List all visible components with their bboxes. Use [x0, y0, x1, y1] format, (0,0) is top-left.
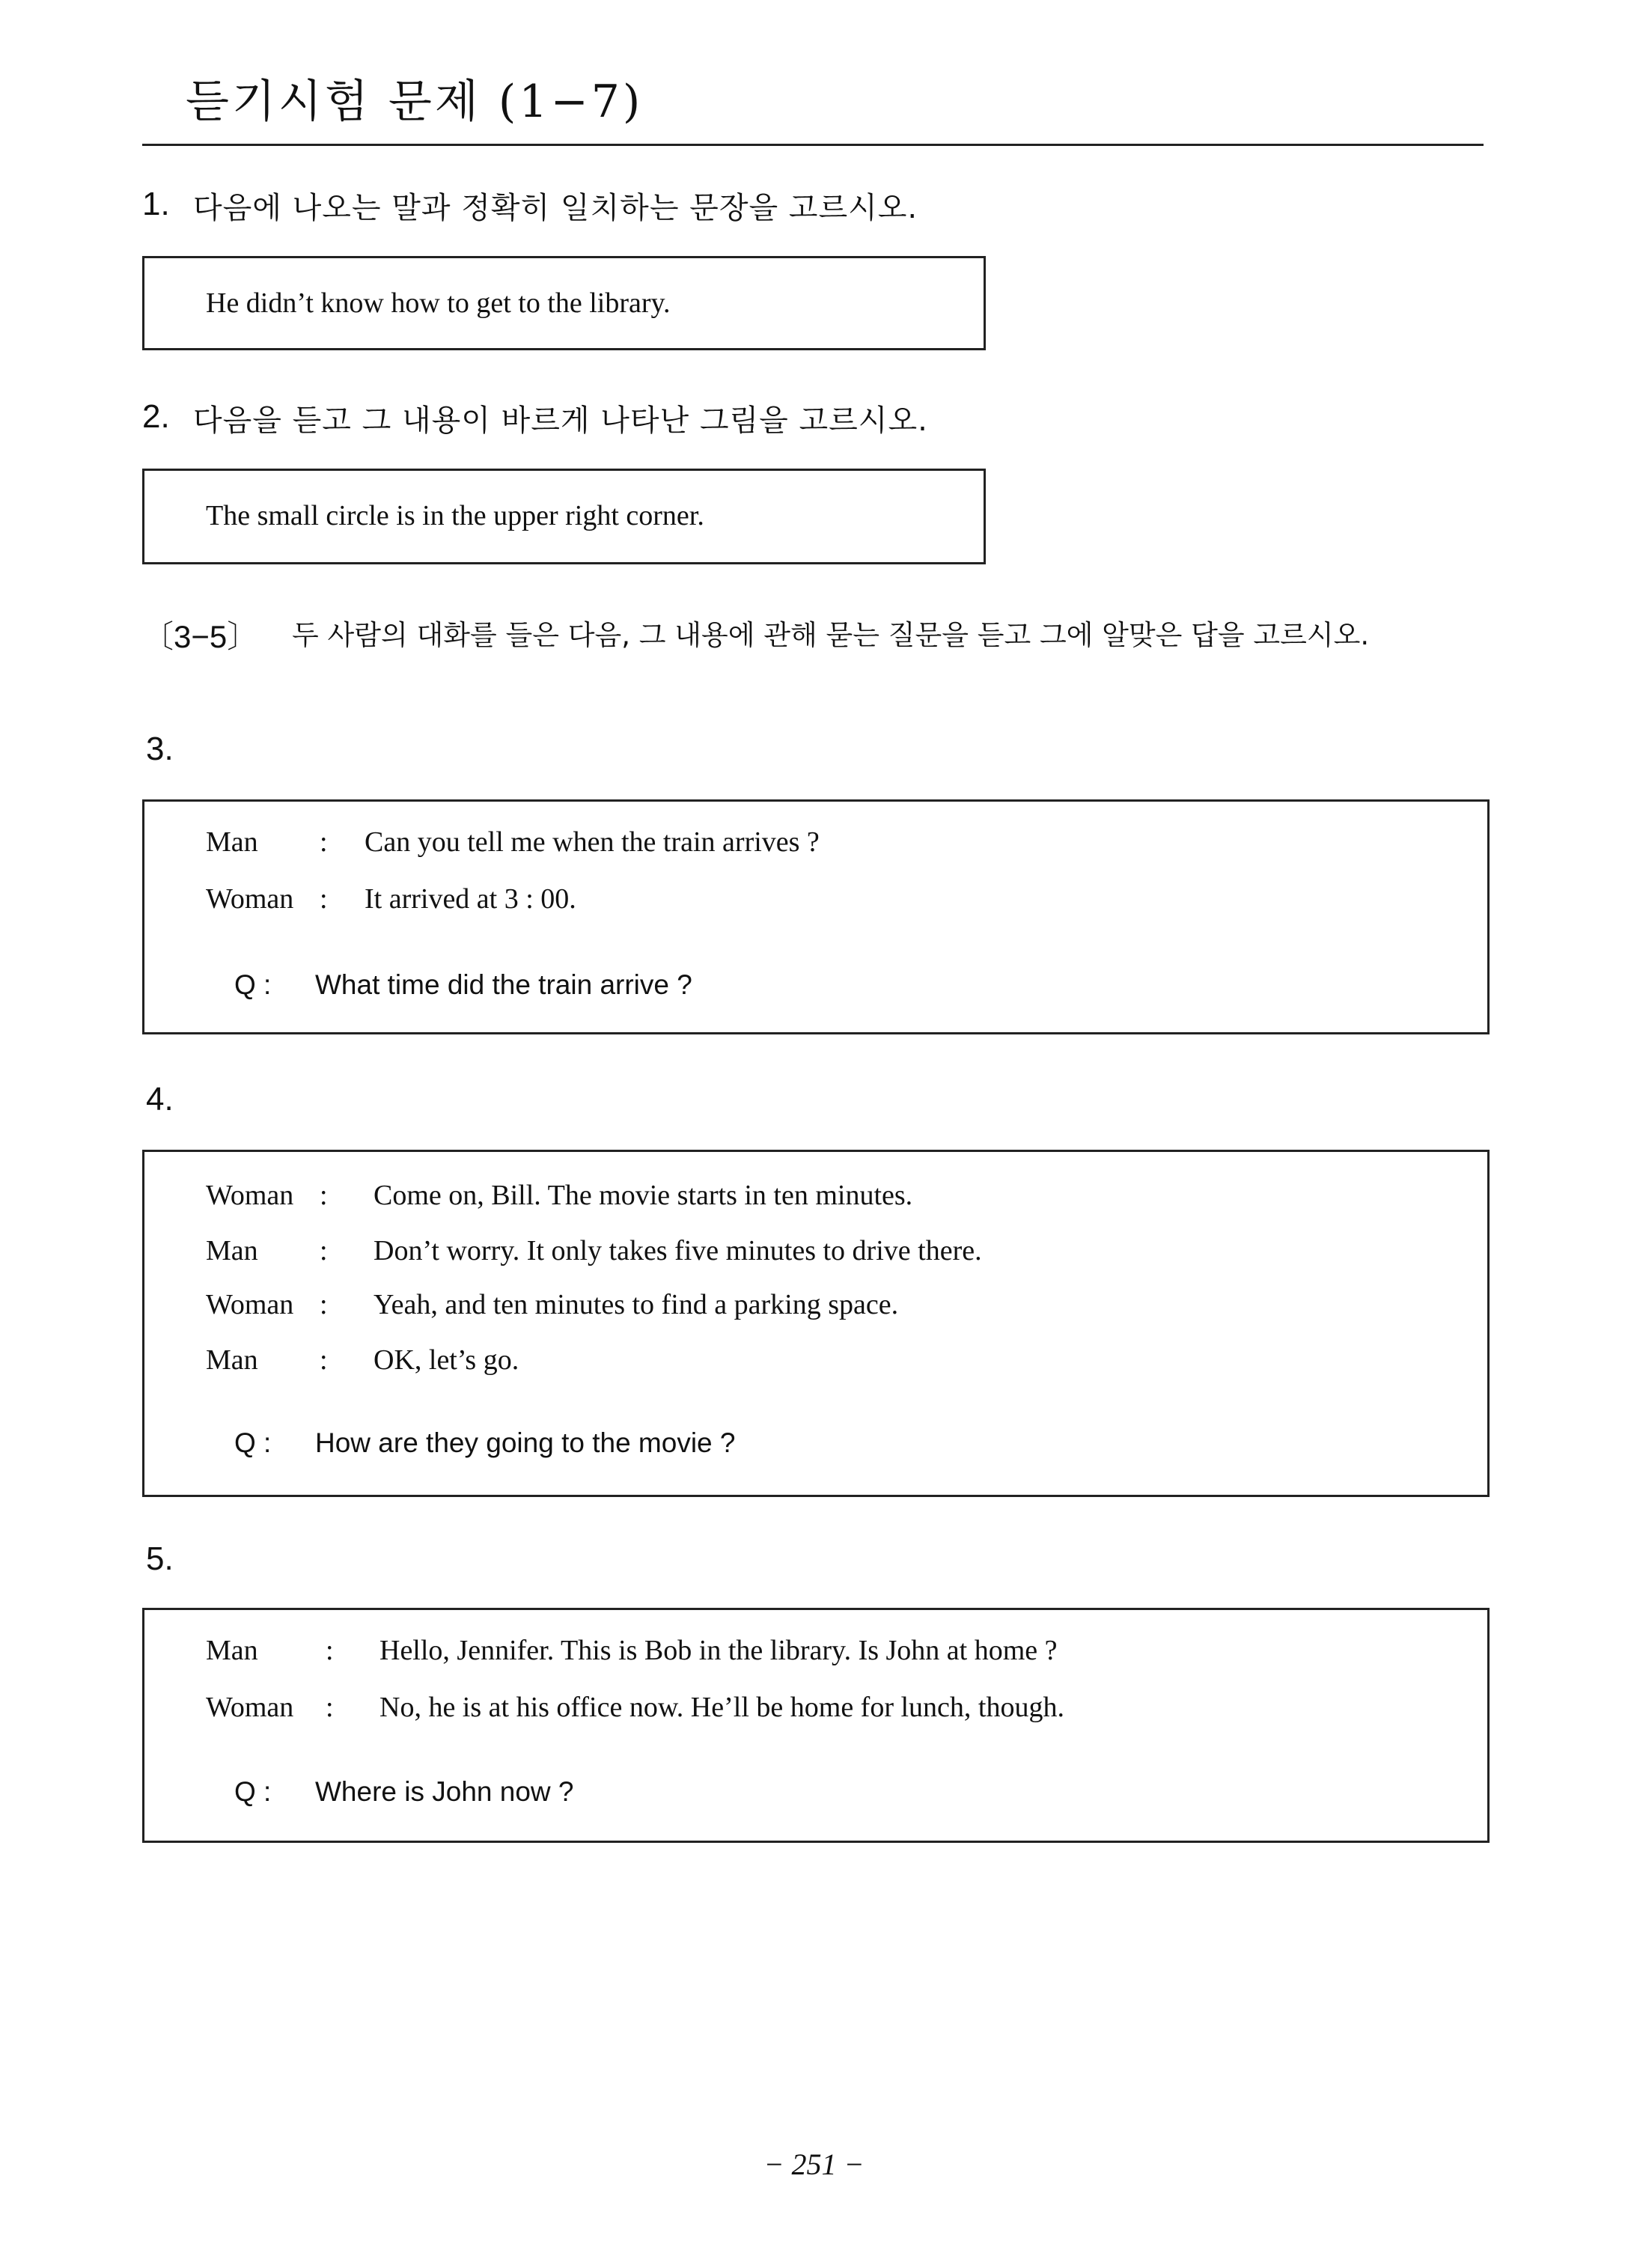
utterance: No, he is at his office now. He’ll be home for lunch, though.	[379, 1692, 1064, 1723]
speaker: Woman	[206, 1289, 294, 1320]
speaker-colon: :	[320, 826, 328, 858]
q3-box	[142, 799, 1490, 1034]
q3-number: 3.	[146, 731, 174, 767]
speaker-colon: :	[320, 1344, 328, 1376]
q3-question: What time did the train arrive ?	[315, 969, 692, 1000]
utterance: It arrived at 3 : 00.	[365, 883, 576, 915]
utterance: Come on, Bill. The movie starts in ten minutes.	[374, 1180, 913, 1211]
speaker: Woman	[206, 1692, 294, 1723]
speaker: Man	[206, 1635, 258, 1666]
speaker-colon: :	[320, 1235, 328, 1266]
q2-sentence: The small circle is in the upper right corner.	[206, 500, 704, 531]
speaker-colon: :	[320, 1289, 328, 1320]
q5-number: 5.	[146, 1540, 174, 1577]
q4-question: How are they going to the movie ?	[315, 1427, 736, 1458]
group-range: 〔3−5〕	[142, 619, 259, 654]
q5-question: Where is John now ?	[315, 1776, 574, 1807]
utterance: Yeah, and ten minutes to find a parking space.	[374, 1289, 899, 1320]
speaker: Woman	[206, 883, 294, 915]
q5-box	[142, 1608, 1490, 1843]
speaker-colon: :	[326, 1635, 334, 1666]
q4-question-label: Q :	[234, 1427, 272, 1458]
q1-box	[142, 256, 986, 350]
q3-question-label: Q :	[234, 969, 272, 1000]
speaker-colon: :	[320, 883, 328, 915]
page-number: − 251 −	[763, 2147, 865, 2181]
group-instruction: 두 사람의 대화를 들은 다음, 그 내용에 관해 묻는 질문을 듣고 그에 알맞은 답을 고르시오.	[292, 619, 1370, 651]
title-rule	[142, 144, 1484, 146]
q5-question-label: Q :	[234, 1776, 272, 1807]
q4-box	[142, 1150, 1490, 1497]
q1-sentence: He didn’t know how to get to the library.	[206, 287, 671, 319]
speaker: Man	[206, 1344, 258, 1376]
utterance: Can you tell me when the train arrives ?	[365, 826, 820, 858]
speaker-colon: :	[326, 1692, 334, 1723]
q2-instruction: 다음을 듣고 그 내용이 바르게 나타난 그림을 고르시오.	[193, 403, 928, 438]
q1-number: 1.	[142, 186, 170, 222]
speaker-colon: :	[320, 1180, 328, 1211]
page-title: 듣기시험 문제 (1−7)	[186, 76, 644, 128]
utterance: Don’t worry. It only takes five minutes to drive there.	[374, 1235, 982, 1266]
q4-number: 4.	[146, 1081, 174, 1118]
speaker: Man	[206, 826, 258, 858]
speaker: Man	[206, 1235, 258, 1266]
q1-instruction: 다음에 나오는 말과 정확히 일치하는 문장을 고르시오.	[193, 191, 918, 225]
utterance: OK, let’s go.	[374, 1344, 519, 1376]
utterance: Hello, Jennifer. This is Bob in the library. Is John at home ?	[379, 1635, 1058, 1666]
q2-number: 2.	[142, 398, 170, 435]
q2-box	[142, 469, 986, 564]
speaker: Woman	[206, 1180, 294, 1211]
